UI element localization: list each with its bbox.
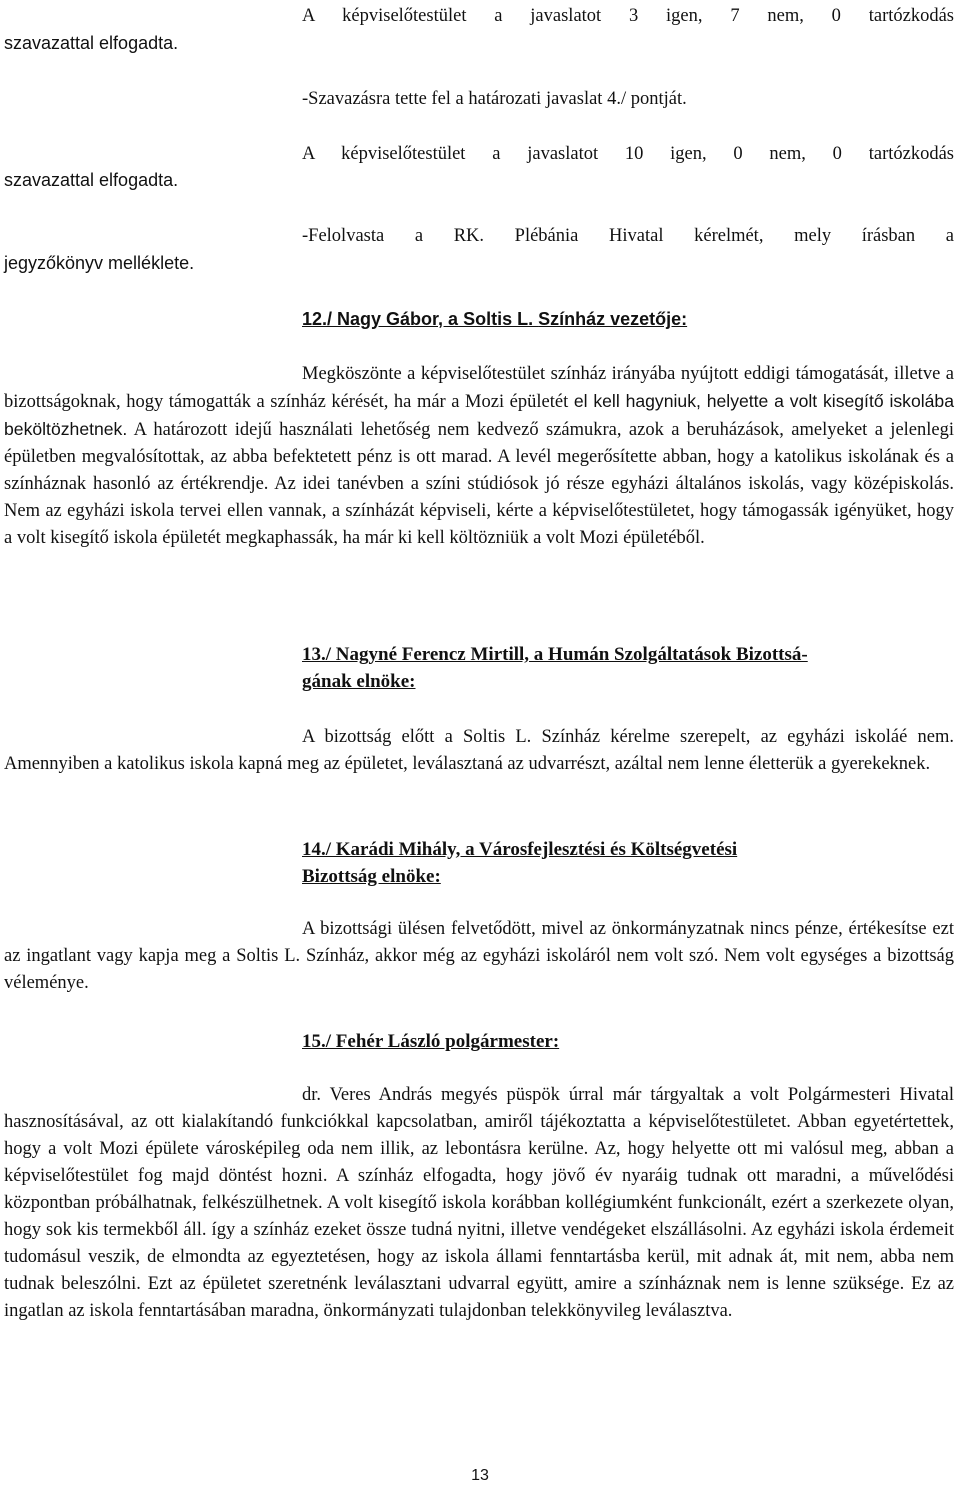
- heading-line: Bizottság elnöke:: [302, 866, 441, 887]
- vote-result-line: A képviselőtestület a javaslatot 10 igen, 0 nem, 0 tartózkodás: [302, 144, 954, 164]
- section-text: [4, 361, 954, 552]
- section-heading: [302, 306, 954, 333]
- section-heading: [302, 641, 954, 695]
- text-part: A határozott idejű használati lehetőség nem kedvező számukra, azok a beruházások, amelyeket a jelenlegi épületben megvalósítottak, az abba befektetett pénz is ott marad. A levél megerősítette abban, hogy a katolikus iskolának és a színháznak hasonló az értékrendje. Az idei tanévben a színi stúdiósok jó része egyházi általános iskolás, vagy középiskolás. Nem az egyházi iskola tervei ellen vannak, a színházát képviseli, kérte a képviselőtestületet, hogy támogassák igényüket, hogy a volt kisegítő iskola épületét megkaphassák, ha már ki kell költözniük a volt Mozi épületéből.: [4, 420, 954, 548]
- text-part: el kell hagyniuk, helyette a volt kisegítő iskolába beköltözhetnek.: [4, 391, 955, 439]
- section-text: dr. Veres András megyés püspök úrral már tárgyaltak a volt Polgármesteri Hivatal hasznosításával, az ott kialakítandó funkciókkal kapcsolatban, amiről tájékoztatta a képviselőtestületet. Abban egyetértettek, hogy a volt Mozi épülete városképileg oda nem illik, az lebontásra kerülne. Az, hogy helyette ott mi valósul meg, abban a képviselőtestület fog majd döntést hozni. A színház elfogadta, hogy jövő év nyaráig tudnak ott maradni, a művelődési központban próbálhatnak, felkészülhetnek. A volt kisegítő iskola korábban kollégiumként funkcionált, ezért a szerkezete olyan, hogy sok kis termekből áll. így a színház ezeket össze tudná nyitni, illetve vendégeket elszállásolni. Az egyházi iskola érdemeit tudomásul veszik, de elmondta az egyeztetésen, hogy az iskola állami fenntartásba kerül, mit adnak át, mit nem, abba nem tudnak beleszólni. Ezt az épületet szeretnénk leválasztani udvarral együtt, amire a színháznak nem is lenne szüksége. Ez az ingatlan az iskola fenntartásában maradna, önkormányzati tulajdonban telekkönyvileg leválasztva.: [4, 1085, 954, 1321]
- margin-note: jegyzőkönyv melléklete.: [4, 253, 195, 273]
- page-number: 13: [471, 1467, 489, 1484]
- speaker-role: Színház vezetője:: [538, 309, 688, 329]
- speaker-name: 12./ Nagy Gábor, a Soltis L.: [302, 309, 539, 329]
- margin-note: szavazattal elfogadta.: [4, 33, 179, 53]
- margin-note: szavazattal elfogadta.: [4, 170, 179, 190]
- heading-line: 13./ Nagyné Ferencz Mirtill, a Humán Szolgáltatások Bizottsá-: [302, 644, 808, 665]
- proposal-line: -Szavazásra tette fel a határozati javaslat 4./ pontját.: [302, 89, 687, 109]
- heading-line: gának elnöke:: [302, 671, 416, 692]
- section-heading: 15./ Fehér László polgármester:: [302, 1031, 560, 1052]
- section-text: A bizottság előtt a Soltis L. Színház kérelme szerepelt, az egyházi iskoláé nem. Amennyiben a katolikus iskola kapná meg az épületet, leválasztaná az udvarrészt, azáltal nem lenne életterük a gyerekeknek.: [4, 727, 954, 774]
- section-heading: [302, 836, 954, 890]
- section-text: A bizottsági ülésen felvetődött, mivel az önkormányzatnak nincs pénze, értékesítse ezt az ingatlant vagy kapja meg a Soltis L. Színház, akkor még az egyházi iskoláról nem volt szó. Nem volt egységes a bizottság véleménye.: [4, 919, 954, 993]
- text-part: Megköszönte a képviselőtestület színház irányába nyújtott eddigi támogatását, illetve a bizottságoknak, hogy támogatták a színház kérését, ha már a Mozi épületét: [4, 364, 954, 412]
- read-out-line: -Felolvasta a RK. Plébánia Hivatal kérelmét, mely írásban a: [302, 226, 954, 246]
- vote-result-line: A képviselőtestület a javaslatot 3 igen, 7 nem, 0 tartózkodás: [302, 6, 954, 26]
- heading-line: 14./ Karádi Mihály, a Városfejlesztési és Költségvetési: [302, 839, 738, 860]
